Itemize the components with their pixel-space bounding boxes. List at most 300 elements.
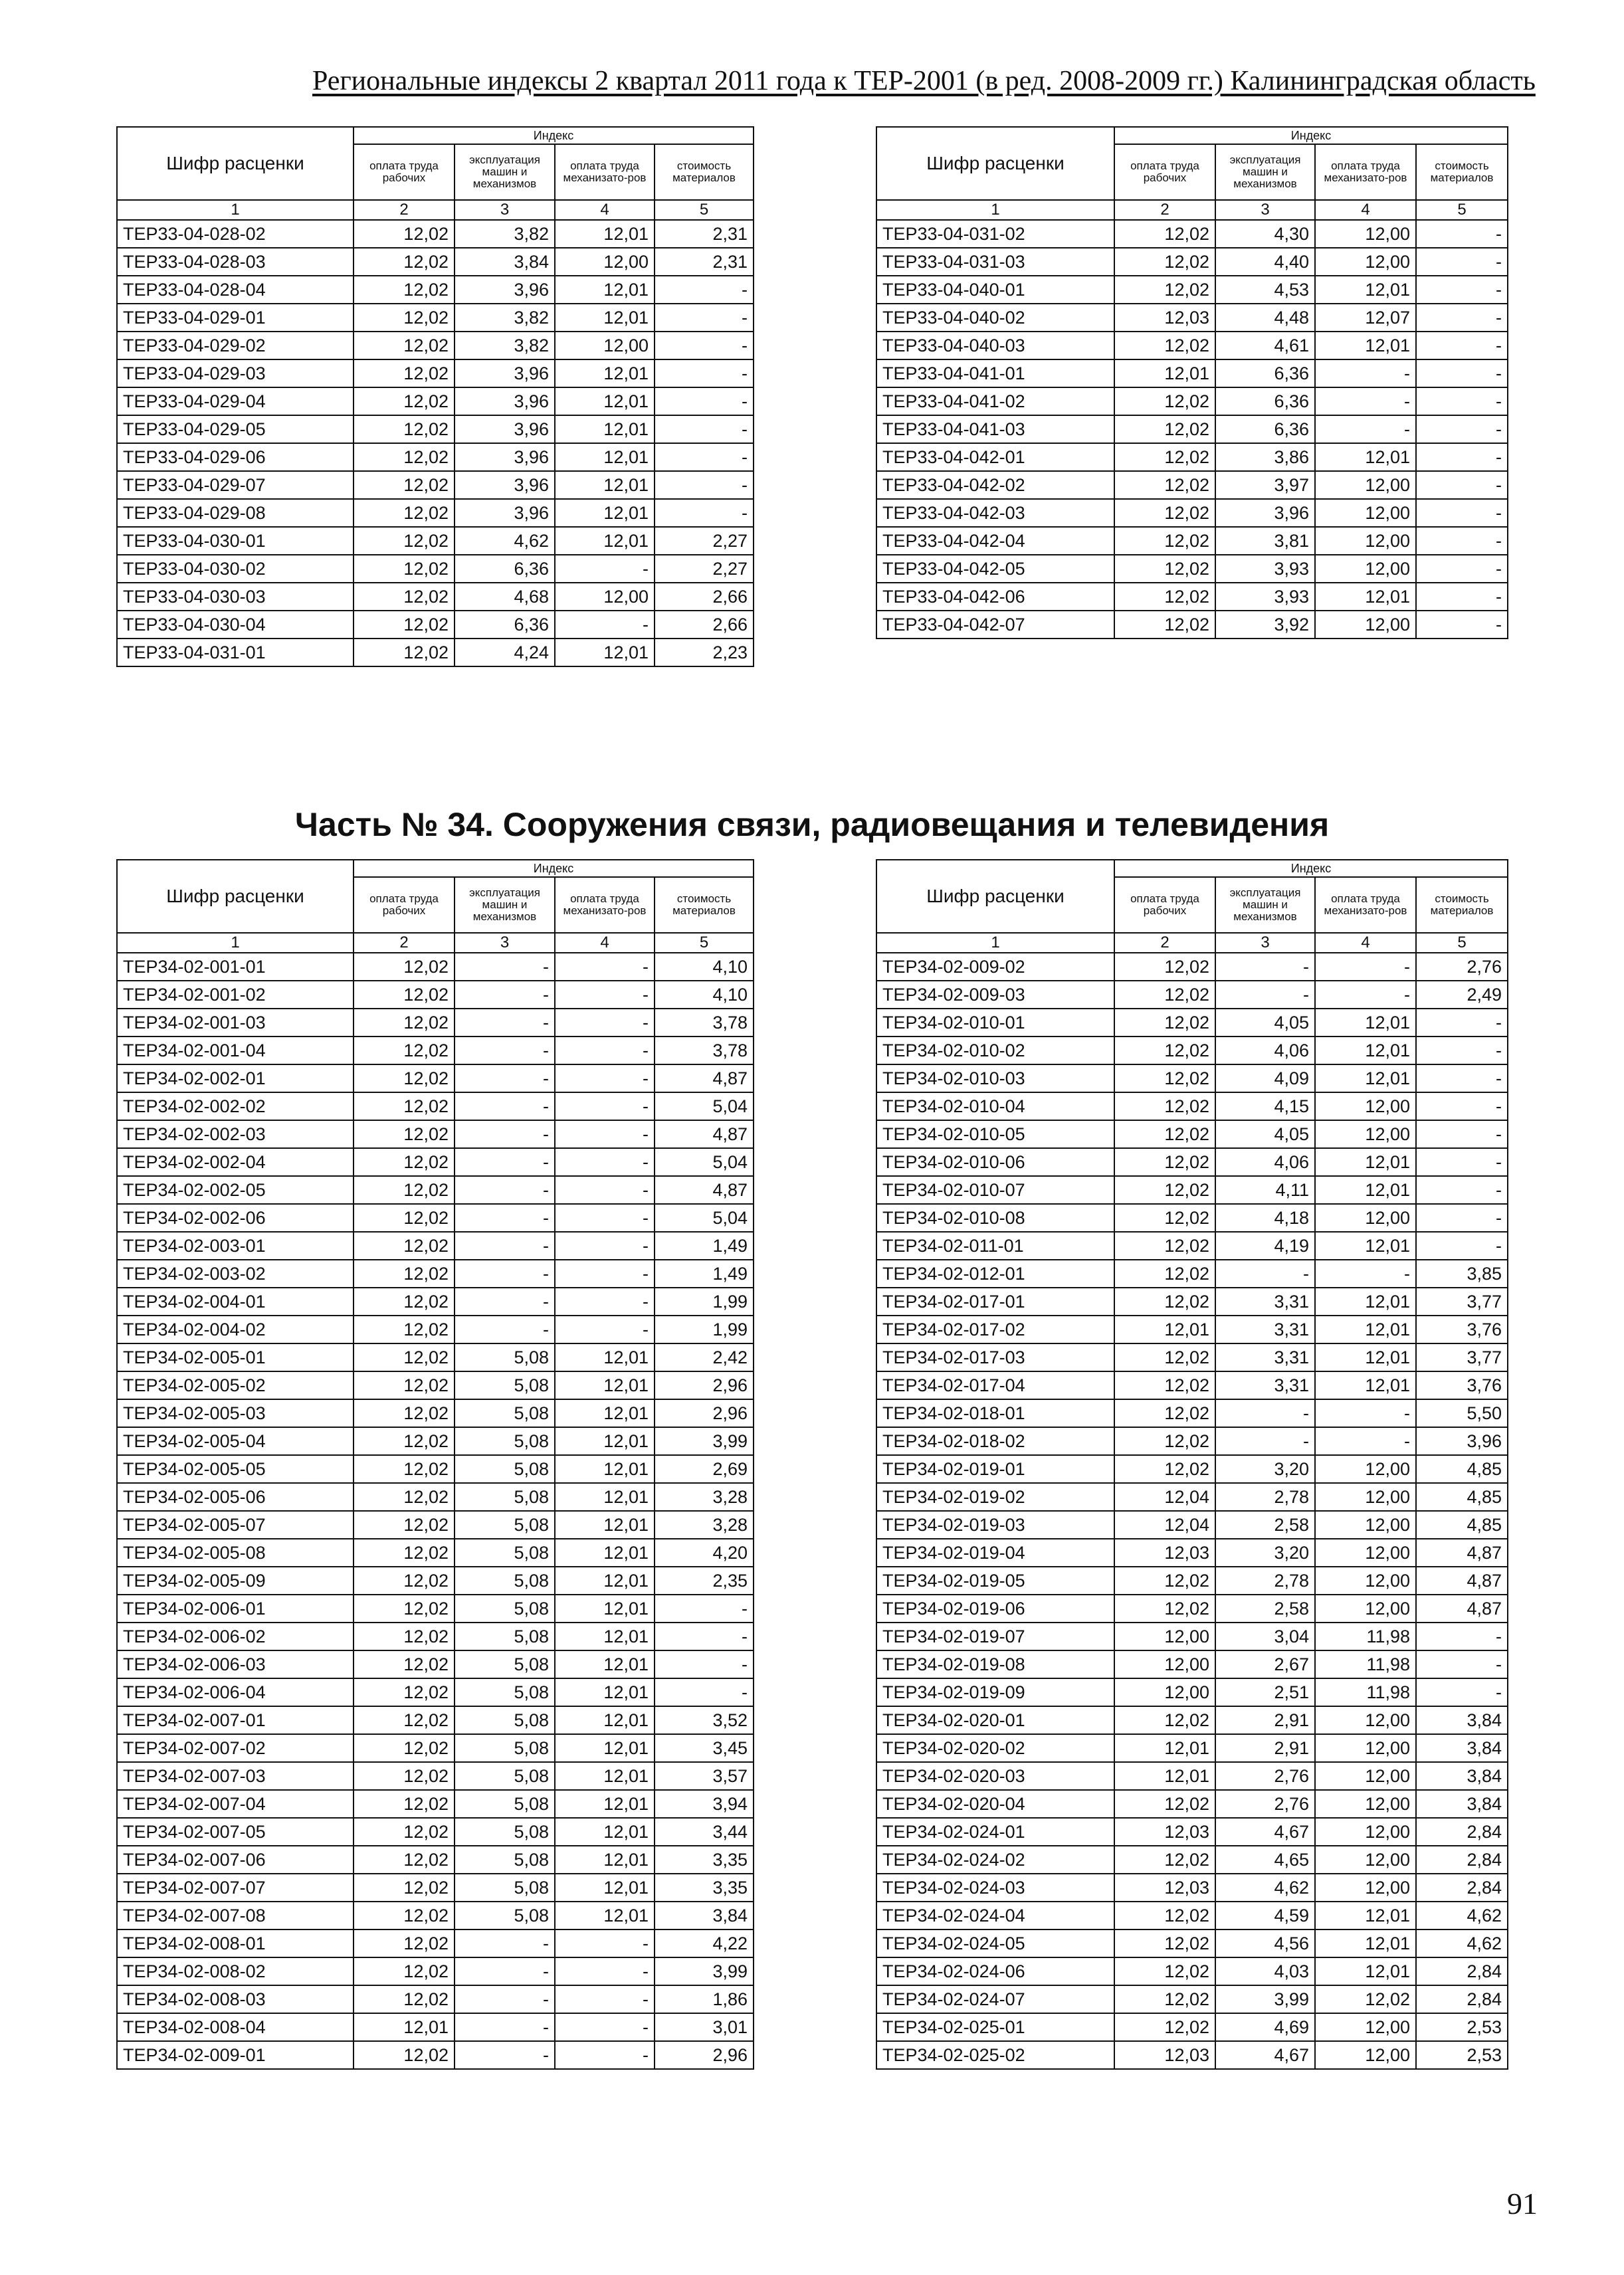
rate-code-cell: ТЕР34-02-005-04 <box>117 1427 354 1455</box>
labor-index-cell: 12,02 <box>354 1790 455 1818</box>
operators-index-cell: - <box>555 2013 655 2041</box>
machines-index-cell: 5,08 <box>455 1790 555 1818</box>
table-row <box>117 1288 754 1316</box>
operators-index-cell: 12,01 <box>555 1678 655 1706</box>
machines-index-cell: - <box>455 1316 555 1343</box>
materials-index-cell: 3,94 <box>655 1790 754 1818</box>
table-row <box>876 1902 1508 1929</box>
materials-index-cell: 2,84 <box>1416 1874 1508 1902</box>
rate-code-cell: ТЕР34-02-010-05 <box>876 1120 1114 1148</box>
rate-code-cell: ТЕР34-02-019-03 <box>876 1511 1114 1539</box>
rate-code-cell: ТЕР34-02-017-01 <box>876 1288 1114 1316</box>
materials-index-cell: 4,85 <box>1416 1511 1508 1539</box>
materials-index-cell: 2,23 <box>655 639 754 666</box>
operators-index-cell: 12,01 <box>1315 1371 1416 1399</box>
operators-index-cell: 11,98 <box>1315 1650 1416 1678</box>
table-row <box>876 471 1508 499</box>
column-header-code: Шифр расценки <box>876 127 1114 200</box>
column-number: 1 <box>117 933 354 953</box>
rate-code-cell: ТЕР34-02-006-01 <box>117 1595 354 1623</box>
rate-code-cell: ТЕР34-02-024-06 <box>876 1957 1114 1985</box>
labor-index-cell: 12,03 <box>1114 1539 1215 1567</box>
labor-index-cell: 12,02 <box>354 304 455 332</box>
operators-index-cell: 12,01 <box>555 1567 655 1595</box>
machines-index-cell: 3,82 <box>455 332 555 359</box>
rate-code-cell: ТЕР34-02-024-05 <box>876 1929 1114 1957</box>
table-row <box>117 2013 754 2041</box>
rates-table-part34-left <box>116 859 754 2070</box>
table-row <box>876 1874 1508 1902</box>
operators-index-cell: 12,01 <box>555 1399 655 1427</box>
rate-code-cell: ТЕР34-02-005-08 <box>117 1539 354 1567</box>
rate-code-cell: ТЕР33-04-029-04 <box>117 387 354 415</box>
materials-index-cell: 2,69 <box>655 1455 754 1483</box>
machines-index-cell: 3,96 <box>455 499 555 527</box>
rate-code-cell: ТЕР34-02-007-03 <box>117 1762 354 1790</box>
machines-index-cell: 5,08 <box>455 1846 555 1874</box>
operators-index-cell: - <box>555 1009 655 1037</box>
materials-index-cell: 2,53 <box>1416 2013 1508 2041</box>
materials-index-cell: 3,28 <box>655 1483 754 1511</box>
table-row <box>117 1734 754 1762</box>
machines-index-cell: 2,51 <box>1215 1678 1315 1706</box>
machines-index-cell: 3,31 <box>1215 1316 1315 1343</box>
machines-index-cell: 5,08 <box>455 1483 555 1511</box>
machines-index-cell: 2,76 <box>1215 1762 1315 1790</box>
operators-index-cell: 12,01 <box>1315 1037 1416 1064</box>
rate-code-cell: ТЕР34-02-010-01 <box>876 1009 1114 1037</box>
labor-index-cell: 12,02 <box>1114 387 1215 415</box>
materials-index-cell: - <box>655 387 754 415</box>
rate-code-cell: ТЕР34-02-010-02 <box>876 1037 1114 1064</box>
machines-index-cell: 4,53 <box>1215 276 1315 304</box>
labor-index-cell: 12,02 <box>1114 953 1215 981</box>
materials-index-cell: - <box>1416 1678 1508 1706</box>
machines-index-cell: 4,61 <box>1215 332 1315 359</box>
operators-index-cell: - <box>555 1929 655 1957</box>
operators-index-cell: - <box>555 611 655 639</box>
table-row <box>876 1706 1508 1734</box>
rate-code-cell: ТЕР34-02-002-06 <box>117 1204 354 1232</box>
rate-code-cell: ТЕР33-04-029-08 <box>117 499 354 527</box>
operators-index-cell: 12,01 <box>555 304 655 332</box>
rate-code-cell: ТЕР34-02-002-05 <box>117 1176 354 1204</box>
rate-code-cell: ТЕР33-04-040-01 <box>876 276 1114 304</box>
machines-index-cell: 4,24 <box>455 639 555 666</box>
machines-index-cell: 3,84 <box>455 248 555 276</box>
materials-index-cell: - <box>655 332 754 359</box>
labor-index-cell: 12,02 <box>1114 981 1215 1009</box>
labor-index-cell: 12,02 <box>1114 1790 1215 1818</box>
operators-index-cell: 12,01 <box>555 1706 655 1734</box>
table-row <box>117 471 754 499</box>
materials-index-cell: 4,85 <box>1416 1455 1508 1483</box>
machines-index-cell: - <box>455 1232 555 1260</box>
materials-index-cell: - <box>1416 1623 1508 1650</box>
materials-index-cell: - <box>1416 555 1508 583</box>
labor-index-cell: 12,02 <box>354 1957 455 1985</box>
materials-index-cell: 3,84 <box>1416 1734 1508 1762</box>
machines-index-cell: 4,68 <box>455 583 555 611</box>
table-row <box>876 981 1508 1009</box>
machines-index-cell: 2,58 <box>1215 1595 1315 1623</box>
table-row <box>117 981 754 1009</box>
operators-index-cell: 12,01 <box>555 1539 655 1567</box>
labor-index-cell: 12,02 <box>354 527 455 555</box>
table-row <box>117 1232 754 1260</box>
column-number: 1 <box>117 200 354 220</box>
machines-index-cell: 3,96 <box>1215 499 1315 527</box>
table-row <box>117 1455 754 1483</box>
column-number: 5 <box>655 200 754 220</box>
rate-code-cell: ТЕР34-02-002-01 <box>117 1064 354 1092</box>
labor-index-cell: 12,04 <box>1114 1511 1215 1539</box>
table-row <box>876 1232 1508 1260</box>
operators-index-cell: 12,00 <box>1315 1120 1416 1148</box>
materials-index-cell: - <box>1416 1092 1508 1120</box>
rate-code-cell: ТЕР34-02-024-02 <box>876 1846 1114 1874</box>
column-number: 2 <box>354 933 455 953</box>
materials-index-cell: - <box>655 276 754 304</box>
labor-index-cell: 12,02 <box>354 1427 455 1455</box>
table-row <box>117 1399 754 1427</box>
table-row <box>876 1037 1508 1064</box>
materials-index-cell: 4,10 <box>655 953 754 981</box>
labor-index-cell: 12,02 <box>354 471 455 499</box>
materials-index-cell: - <box>1416 248 1508 276</box>
column-header-index: Индекс <box>354 860 754 877</box>
rate-code-cell: ТЕР34-02-020-01 <box>876 1706 1114 1734</box>
table-row <box>876 1427 1508 1455</box>
labor-index-cell: 12,02 <box>354 1148 455 1176</box>
operators-index-cell: 12,00 <box>1315 248 1416 276</box>
rate-code-cell: ТЕР34-02-020-04 <box>876 1790 1114 1818</box>
materials-index-cell: 3,35 <box>655 1846 754 1874</box>
column-number: 3 <box>455 933 555 953</box>
machines-index-cell: 3,99 <box>1215 1985 1315 2013</box>
table-row <box>117 443 754 471</box>
table-row <box>117 276 754 304</box>
labor-index-cell: 12,02 <box>354 1511 455 1539</box>
table-row <box>117 1343 754 1371</box>
rate-code-cell: ТЕР33-04-041-02 <box>876 387 1114 415</box>
machines-index-cell: 4,19 <box>1215 1232 1315 1260</box>
rate-code-cell: ТЕР34-02-019-01 <box>876 1455 1114 1483</box>
labor-index-cell: 12,02 <box>1114 1204 1215 1232</box>
machines-index-cell: 4,59 <box>1215 1902 1315 1929</box>
rate-code-cell: ТЕР34-02-012-01 <box>876 1260 1114 1288</box>
materials-index-cell: - <box>655 499 754 527</box>
rate-code-cell: ТЕР34-02-025-01 <box>876 2013 1114 2041</box>
operators-index-cell: 12,00 <box>1315 499 1416 527</box>
labor-index-cell: 12,02 <box>354 1037 455 1064</box>
materials-index-cell: 1,49 <box>655 1260 754 1288</box>
labor-index-cell: 12,02 <box>354 953 455 981</box>
operators-index-cell: - <box>555 1120 655 1148</box>
table-row <box>117 639 754 666</box>
operators-index-cell: 12,01 <box>1315 1343 1416 1371</box>
machines-index-cell: 4,67 <box>1215 1818 1315 1846</box>
materials-index-cell: - <box>1416 1120 1508 1148</box>
labor-index-cell: 12,01 <box>1114 1762 1215 1790</box>
operators-index-cell: - <box>555 981 655 1009</box>
materials-index-cell: 3,01 <box>655 2013 754 2041</box>
materials-index-cell: 3,84 <box>1416 1790 1508 1818</box>
table-row <box>876 1511 1508 1539</box>
rate-code-cell: ТЕР33-04-029-01 <box>117 304 354 332</box>
machines-index-cell: 3,96 <box>455 276 555 304</box>
table-row <box>876 1399 1508 1427</box>
rates-table-part34-right <box>876 859 1508 2070</box>
rate-code-cell: ТЕР34-02-007-07 <box>117 1874 354 1902</box>
table-row <box>876 248 1508 276</box>
rate-code-cell: ТЕР34-02-003-01 <box>117 1232 354 1260</box>
rate-code-cell: ТЕР34-02-005-01 <box>117 1343 354 1371</box>
materials-index-cell: - <box>1416 1148 1508 1176</box>
operators-index-cell: 12,01 <box>555 415 655 443</box>
operators-index-cell: - <box>555 1260 655 1288</box>
labor-index-cell: 12,02 <box>354 1985 455 2013</box>
machines-index-cell: 4,18 <box>1215 1204 1315 1232</box>
labor-index-cell: 12,03 <box>1114 304 1215 332</box>
operators-index-cell: 12,01 <box>555 1762 655 1790</box>
materials-index-cell: - <box>1416 415 1508 443</box>
operators-index-cell: 12,00 <box>555 583 655 611</box>
operators-index-cell: 12,01 <box>1315 1316 1416 1343</box>
materials-index-cell: 4,87 <box>1416 1539 1508 1567</box>
materials-index-cell: - <box>655 359 754 387</box>
column-header-machines: эксплуатация машин и механизмов <box>1215 877 1315 933</box>
rate-code-cell: ТЕР34-02-017-02 <box>876 1316 1114 1343</box>
table-row <box>117 555 754 583</box>
column-header-index: Индекс <box>1114 127 1508 144</box>
rate-code-cell: ТЕР34-02-001-04 <box>117 1037 354 1064</box>
table-row <box>876 1176 1508 1204</box>
operators-index-cell: 12,01 <box>555 1455 655 1483</box>
table-row <box>876 1288 1508 1316</box>
labor-index-cell: 12,02 <box>354 1874 455 1902</box>
labor-index-cell: 12,02 <box>354 1623 455 1650</box>
rate-code-cell: ТЕР34-02-024-01 <box>876 1818 1114 1846</box>
machines-index-cell: 4,05 <box>1215 1120 1315 1148</box>
table-row <box>876 1483 1508 1511</box>
rate-code-cell: ТЕР34-02-019-09 <box>876 1678 1114 1706</box>
operators-index-cell: 12,01 <box>555 1595 655 1623</box>
operators-index-cell: - <box>1315 359 1416 387</box>
operators-index-cell: - <box>555 1092 655 1120</box>
rate-code-cell: ТЕР34-02-009-01 <box>117 2041 354 2069</box>
table-row <box>117 1985 754 2013</box>
materials-index-cell: - <box>655 1678 754 1706</box>
table-row <box>117 1902 754 1929</box>
materials-index-cell: 4,87 <box>655 1176 754 1204</box>
column-number: 5 <box>1416 933 1508 953</box>
materials-index-cell: 2,27 <box>655 555 754 583</box>
operators-index-cell: 12,00 <box>1315 1706 1416 1734</box>
rate-code-cell: ТЕР34-02-024-04 <box>876 1902 1114 1929</box>
materials-index-cell: - <box>1416 611 1508 639</box>
materials-index-cell: 2,96 <box>655 1399 754 1427</box>
rate-code-cell: ТЕР33-04-028-02 <box>117 220 354 248</box>
table-row <box>117 1539 754 1567</box>
machines-index-cell: 2,78 <box>1215 1567 1315 1595</box>
materials-index-cell: - <box>1416 1064 1508 1092</box>
table-row <box>117 2041 754 2069</box>
labor-index-cell: 12,02 <box>354 248 455 276</box>
operators-index-cell: 12,00 <box>1315 1790 1416 1818</box>
table-row <box>117 1176 754 1204</box>
machines-index-cell: 4,11 <box>1215 1176 1315 1204</box>
table-row <box>876 2041 1508 2069</box>
table-row <box>117 583 754 611</box>
operators-index-cell: 12,00 <box>1315 2013 1416 2041</box>
materials-index-cell: 4,87 <box>1416 1567 1508 1595</box>
rate-code-cell: ТЕР34-02-002-03 <box>117 1120 354 1148</box>
rate-code-cell: ТЕР34-02-003-02 <box>117 1260 354 1288</box>
labor-index-cell: 12,02 <box>354 1846 455 1874</box>
rate-code-cell: ТЕР33-04-029-06 <box>117 443 354 471</box>
column-number: 2 <box>354 200 455 220</box>
machines-index-cell: - <box>455 1148 555 1176</box>
table-row <box>117 1678 754 1706</box>
column-header-materials: стоимость материалов <box>655 877 754 933</box>
rate-code-cell: ТЕР34-02-007-08 <box>117 1902 354 1929</box>
rate-code-cell: ТЕР34-02-005-05 <box>117 1455 354 1483</box>
materials-index-cell: 5,04 <box>655 1092 754 1120</box>
materials-index-cell: - <box>655 471 754 499</box>
column-number: 4 <box>1315 933 1416 953</box>
table-row <box>876 2013 1508 2041</box>
labor-index-cell: 12,02 <box>354 1092 455 1120</box>
materials-index-cell: - <box>655 1623 754 1650</box>
operators-index-cell: - <box>555 2041 655 2069</box>
machines-index-cell: 3,04 <box>1215 1623 1315 1650</box>
operators-index-cell: 12,00 <box>1315 1092 1416 1120</box>
operators-index-cell: 12,00 <box>1315 1874 1416 1902</box>
materials-index-cell: 2,84 <box>1416 1985 1508 2013</box>
machines-index-cell: 3,96 <box>455 443 555 471</box>
operators-index-cell: 12,01 <box>1315 1148 1416 1176</box>
labor-index-cell: 12,02 <box>354 1316 455 1343</box>
machines-index-cell: 4,62 <box>1215 1874 1315 1902</box>
operators-index-cell: 12,01 <box>1315 443 1416 471</box>
rate-code-cell: ТЕР34-02-020-03 <box>876 1762 1114 1790</box>
table-row <box>876 1762 1508 1790</box>
rate-code-cell: ТЕР34-02-019-04 <box>876 1539 1114 1567</box>
operators-index-cell: - <box>555 1957 655 1985</box>
labor-index-cell: 12,02 <box>1114 276 1215 304</box>
labor-index-cell: 12,02 <box>354 443 455 471</box>
materials-index-cell: 3,57 <box>655 1762 754 1790</box>
column-header-operators: оплата труда механизато-ров <box>555 144 655 200</box>
column-number: 4 <box>555 200 655 220</box>
table-row <box>876 1678 1508 1706</box>
labor-index-cell: 12,02 <box>354 639 455 666</box>
materials-index-cell: 4,20 <box>655 1539 754 1567</box>
rate-code-cell: ТЕР33-04-042-03 <box>876 499 1114 527</box>
materials-index-cell: 2,31 <box>655 248 754 276</box>
labor-index-cell: 12,02 <box>1114 1288 1215 1316</box>
table-row <box>876 1260 1508 1288</box>
operators-index-cell: 12,01 <box>555 220 655 248</box>
rate-code-cell: ТЕР33-04-042-05 <box>876 555 1114 583</box>
materials-index-cell: - <box>1416 527 1508 555</box>
rate-code-cell: ТЕР34-02-010-06 <box>876 1148 1114 1176</box>
labor-index-cell: 12,02 <box>1114 415 1215 443</box>
labor-index-cell: 12,02 <box>354 583 455 611</box>
table-row <box>117 332 754 359</box>
machines-index-cell: 2,76 <box>1215 1790 1315 1818</box>
operators-index-cell: - <box>555 1176 655 1204</box>
machines-index-cell: 4,06 <box>1215 1037 1315 1064</box>
column-header-operators: оплата труда механизато-ров <box>1315 877 1416 933</box>
materials-index-cell: 3,99 <box>655 1957 754 1985</box>
machines-index-cell: 5,08 <box>455 1343 555 1371</box>
rate-code-cell: ТЕР34-02-025-02 <box>876 2041 1114 2069</box>
table-row <box>876 1734 1508 1762</box>
table-row <box>117 1595 754 1623</box>
table-row <box>876 527 1508 555</box>
table-row <box>876 359 1508 387</box>
operators-index-cell: 12,01 <box>1315 1009 1416 1037</box>
machines-index-cell: 3,96 <box>455 359 555 387</box>
operators-index-cell: 12,01 <box>555 359 655 387</box>
materials-index-cell: 2,84 <box>1416 1818 1508 1846</box>
rate-code-cell: ТЕР34-02-007-06 <box>117 1846 354 1874</box>
labor-index-cell: 12,02 <box>354 359 455 387</box>
machines-index-cell: 3,93 <box>1215 583 1315 611</box>
table-row <box>117 1483 754 1511</box>
materials-index-cell: 3,78 <box>655 1009 754 1037</box>
operators-index-cell: 12,00 <box>555 248 655 276</box>
materials-index-cell: 5,50 <box>1416 1399 1508 1427</box>
machines-index-cell: 5,08 <box>455 1511 555 1539</box>
table-row <box>117 1037 754 1064</box>
labor-index-cell: 12,02 <box>1114 611 1215 639</box>
materials-index-cell: 4,87 <box>1416 1595 1508 1623</box>
rate-code-cell: ТЕР33-04-029-02 <box>117 332 354 359</box>
rate-code-cell: ТЕР34-02-001-01 <box>117 953 354 981</box>
table-row <box>117 1957 754 1985</box>
labor-index-cell: 12,00 <box>1114 1678 1215 1706</box>
operators-index-cell: 12,01 <box>555 1734 655 1762</box>
labor-index-cell: 12,01 <box>1114 1316 1215 1343</box>
operators-index-cell: 12,01 <box>1315 583 1416 611</box>
materials-index-cell: 1,86 <box>655 1985 754 2013</box>
machines-index-cell: 5,08 <box>455 1595 555 1623</box>
labor-index-cell: 12,02 <box>354 220 455 248</box>
labor-index-cell: 12,02 <box>1114 1567 1215 1595</box>
table-row <box>876 1985 1508 2013</box>
labor-index-cell: 12,02 <box>354 1399 455 1427</box>
operators-index-cell: - <box>1315 1399 1416 1427</box>
labor-index-cell: 12,02 <box>354 1678 455 1706</box>
materials-index-cell: - <box>1416 332 1508 359</box>
column-number: 4 <box>1315 200 1416 220</box>
column-number: 5 <box>1416 200 1508 220</box>
table-row <box>876 1539 1508 1567</box>
materials-index-cell: 3,45 <box>655 1734 754 1762</box>
materials-index-cell: - <box>1416 387 1508 415</box>
table-row <box>876 1650 1508 1678</box>
column-header-code: Шифр расценки <box>117 127 354 200</box>
materials-index-cell: 3,96 <box>1416 1427 1508 1455</box>
column-number: 3 <box>1215 933 1315 953</box>
rate-code-cell: ТЕР34-02-006-02 <box>117 1623 354 1650</box>
rate-code-cell: ТЕР33-04-030-04 <box>117 611 354 639</box>
operators-index-cell: 12,01 <box>1315 1902 1416 1929</box>
rate-code-cell: ТЕР34-02-018-02 <box>876 1427 1114 1455</box>
